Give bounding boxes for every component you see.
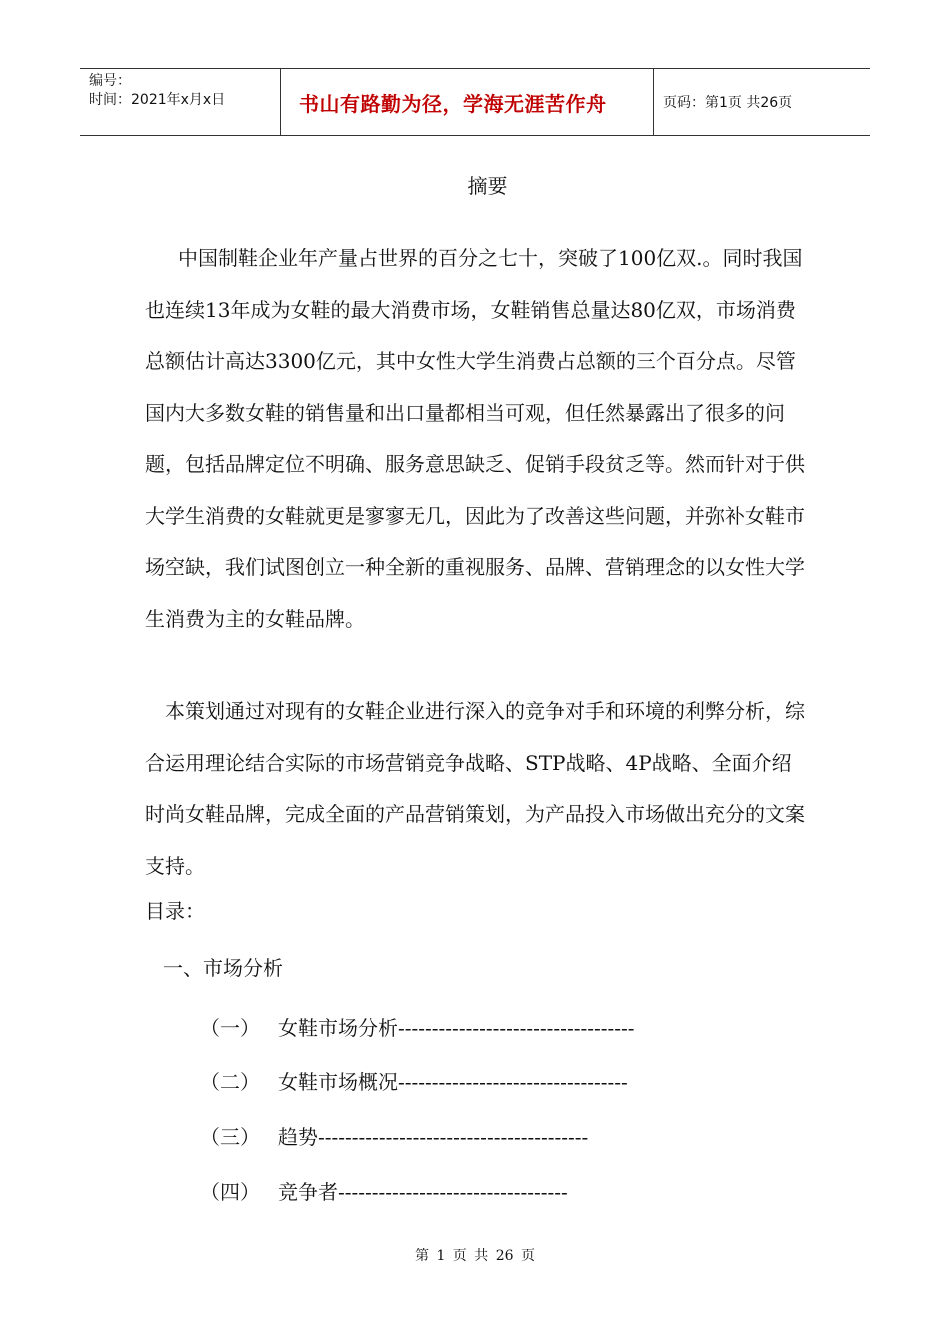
toc-item-text: 趋势---------------------------------------- bbox=[278, 1125, 589, 1149]
toc-section-1: 一、市场分析 bbox=[163, 956, 283, 980]
toc-item-text: 女鞋市场概况---------------------------------- bbox=[278, 1070, 628, 1094]
abstract-paragraph-1: 中国制鞋企业年产量占世界的百分之七十，突破了100亿双.。同时我国也连续13年成为女鞋的最大消费市场，女鞋销售总量达80亿双，市场消费总额估计高达3300亿元，其中女性大学生消费占总额的三个百分点。尽管国内大多数女鞋的销售量和出口量都相当可观，但任然暴露出了很多的问题，包括品牌定位不明确、服务意思缺乏、促销手段贫乏等。然而针对于供大学生消费的女鞋就更是寥寥无几，因此为了改善这些问题，并弥补女鞋市场空缺，我们试图创立一种全新的重视服务、品牌、营销理念的以女性大学生消费为主的女鞋品牌。 bbox=[145, 246, 805, 631]
abstract-title: 摘要 bbox=[467, 174, 508, 198]
time-label: 时间：2021年x月x日 bbox=[89, 92, 226, 108]
toc-item-number: （一） bbox=[200, 1016, 260, 1040]
toc-label: 目录： bbox=[145, 899, 205, 923]
number-label: 编号： bbox=[89, 73, 131, 89]
toc-item bbox=[200, 1002, 635, 1054]
toc-item-number: （四） bbox=[200, 1180, 260, 1204]
abstract-paragraph-2: 本策划通过对现有的女鞋企业进行深入的竞争对手和环境的利弊分析，综合运用理论结合实际的市场营销竞争战略、STP战略、4P战略、全面介绍 时尚女鞋品牌，完成全面的产品营销策划，为产品投入市场做出充分的文案支持。 bbox=[145, 699, 818, 878]
toc-item-text: 竞争者---------------------------------- bbox=[278, 1180, 568, 1204]
header-motto: 书山有路勤为径，学海无涯苦作舟 bbox=[281, 69, 654, 135]
toc-item-number: （三） bbox=[200, 1125, 260, 1149]
toc-item bbox=[200, 1056, 628, 1108]
toc-item bbox=[200, 1111, 588, 1163]
toc-item bbox=[200, 1166, 568, 1218]
page-footer: 第 1 页 共 26 页 bbox=[415, 1248, 535, 1264]
header-meta-cell bbox=[80, 69, 281, 135]
document-header bbox=[80, 68, 870, 136]
toc-item-text: 女鞋市场分析----------------------------------- bbox=[278, 1016, 635, 1040]
header-page-info: 页码：第1页 共26页 bbox=[663, 95, 793, 111]
toc-item-number: （二） bbox=[200, 1070, 260, 1094]
